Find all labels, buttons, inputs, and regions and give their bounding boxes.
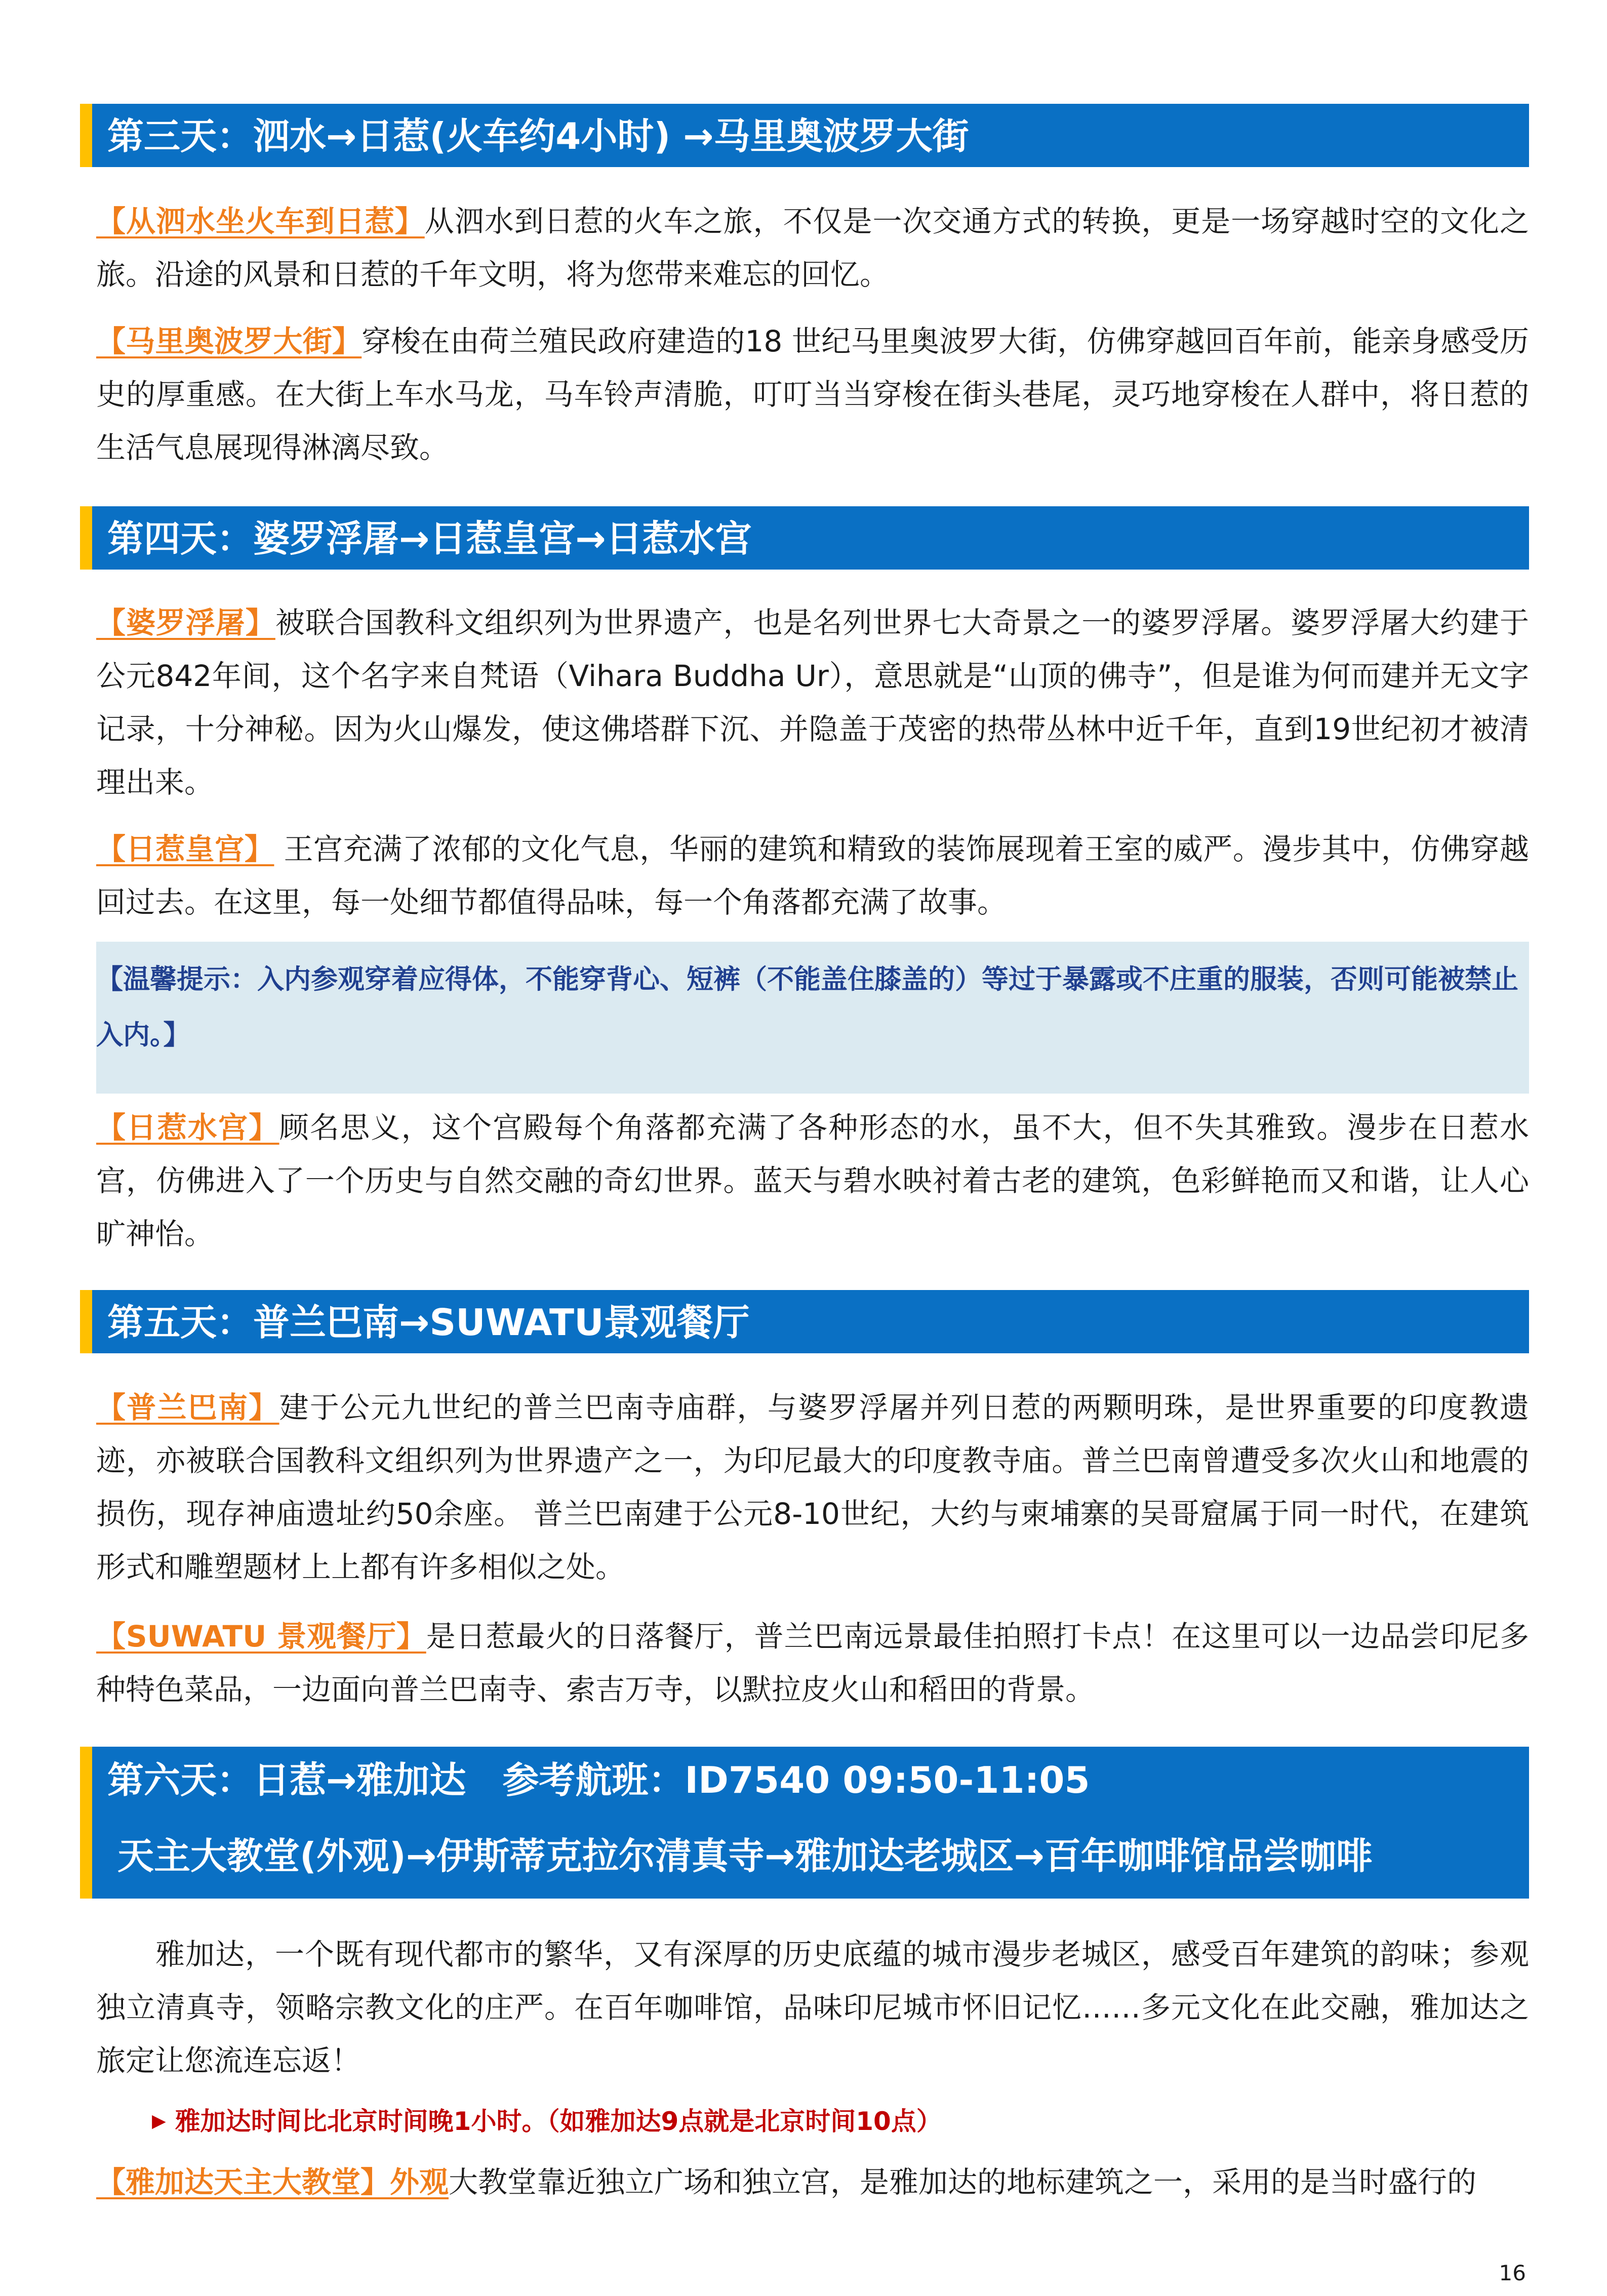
day4-palace-tag: 【日惹皇宫】 xyxy=(96,832,274,866)
day3-street-text: 穿梭在由荷兰殖民政府建造的18 世纪马里奥波罗大街，仿佛穿越回百年前，能亲身感受历史的厚重感。在大街上车水马龙，马车铃声清脆，叮叮当当穿梭在街头巷尾，灵巧地穿梭在人群中，将日惹的生活气息展现得淋漓尽致。 xyxy=(96,324,1529,465)
day4-palace-paragraph xyxy=(96,823,1529,929)
day3-street-tag: 【马里奥波罗大街】 xyxy=(96,324,362,358)
day6-cathedral-tag: 【雅加达天主大教堂】外观 xyxy=(96,2165,449,2199)
day5-prambanan-tag: 【普兰巴南】 xyxy=(96,1390,279,1425)
day4-water-palace-tag: 【日惹水宫】 xyxy=(96,1110,279,1145)
day4-palace-text: 王宫充满了浓郁的文化气息，华丽的建筑和精致的装饰展现着王室的威严。漫步其中，仿佛穿越回过去。在这里，每一处细节都值得品味，每一个角落都充满了故事。 xyxy=(96,832,1529,919)
day5-header xyxy=(80,1290,1529,1353)
day4-dress-notice: 【温馨提示：入内参观穿着应得体，不能穿背心、短裤（不能盖住膝盖的）等过于暴露或不庄重的服装，否则可能被禁止入内。】 xyxy=(96,942,1529,1094)
day6-intro-paragraph xyxy=(96,1928,1529,2087)
day5-suwatu-tag: 【SUWATU 景观餐厅】 xyxy=(96,1619,426,1654)
day4-water-palace-paragraph xyxy=(96,1101,1529,1261)
day3-street-paragraph xyxy=(96,315,1529,474)
day6-title-line2: 天主大教堂(外观)→伊斯蒂克拉尔清真寺→雅加达老城区→百年咖啡馆品尝咖啡 xyxy=(117,1835,1373,1877)
day3-train-text: 从泗水到日惹的火车之旅，不仅是一次交通方式的转换，更是一场穿越时空的文化之旅。沿途的风景和日惹的千年文明，将为您带来难忘的回忆。 xyxy=(96,204,1529,292)
day6-intro-text: 雅加达，一个既有现代都市的繁华，又有深厚的历史底蕴的城市漫步老城区，感受百年建筑的韵味；参观独立清真寺，领略宗教文化的庄严。在百年咖啡馆，品味印尼城市怀旧记忆……多元文化在此交融，雅加达之旅定让您流连忘返！ xyxy=(96,1937,1529,2078)
day6-title-line1: 第六天：日惹→雅加达 参考航班：ID7540 09:50-11:05 xyxy=(107,1759,1090,1801)
day4-header xyxy=(80,506,1529,570)
page-number: 16 xyxy=(1499,2261,1526,2285)
day6-cathedral-paragraph xyxy=(96,2156,1529,2209)
day4-borobudur-text: 被联合国教科文组织列为世界遗产，也是名列世界七大奇景之一的婆罗浮屠。婆罗浮屠大约建于公元842年间，这个名字来自梵语（Vihara Buddha Ur），意思就是“山顶的佛寺”，但是谁为何而建并无文字记录，十分神秘。因为火山爆发，使这佛塔群下沉、并隐盖于茂密的热带丛林中近千年，直到19世纪初才被清理出来。 xyxy=(96,606,1529,799)
day6-cathedral-text: 大教堂靠近独立广场和独立宫，是雅加达的地标建筑之一，采用的是当时盛行的 xyxy=(449,2165,1477,2199)
day6-time-note-text: 雅加达时间比北京时间晚1小时。（如雅加达9点就是北京时间10点） xyxy=(175,2107,942,2136)
day3-title: 第三天：泗水→日惹(火车约4小时) →马里奥波罗大街 xyxy=(107,115,969,157)
day3-train-paragraph xyxy=(96,195,1529,301)
day3-train-tag: 【从泗水坐火车到日惹】 xyxy=(96,204,425,238)
day6-header xyxy=(80,1747,1529,1899)
day5-suwatu-paragraph xyxy=(96,1610,1529,1716)
day5-prambanan-paragraph xyxy=(96,1381,1529,1594)
day4-title: 第四天：婆罗浮屠→日惹皇宫→日惹水宫 xyxy=(107,517,752,560)
day6-time-note xyxy=(152,2104,942,2139)
day3-header xyxy=(80,104,1529,167)
day4-borobudur-tag: 【婆罗浮屠】 xyxy=(96,606,275,640)
day5-prambanan-text: 建于公元九世纪的普兰巴南寺庙群，与婆罗浮屠并列日惹的两颗明珠，是世界重要的印度教遗迹，亦被联合国教科文组织列为世界遗产之一，为印尼最大的印度教寺庙。普兰巴南曾遭受多次火山和地震的损伤，现存神庙遗址约50余座。 普兰巴南建于公元8-10世纪，大约与柬埔寨的吴哥窟属于同一时代，在建筑形式和雕塑题材上上都有许多相似之处。 xyxy=(96,1390,1529,1584)
day5-title: 第五天：普兰巴南→SUWATU景观餐厅 xyxy=(107,1301,750,1344)
day5-suwatu-text: 是日惹最火的日落餐厅，普兰巴南远景最佳拍照打卡点！在这里可以一边品尝印尼多种特色菜品，一边面向普兰巴南寺、索吉万寺，以默拉皮火山和稻田的背景。 xyxy=(96,1619,1529,1707)
day4-water-palace-text: 顾名思义，这个宫殿每个角落都充满了各种形态的水，虽不大，但不失其雅致。漫步在日惹水宫，仿佛进入了一个历史与自然交融的奇幻世界。蓝天与碧水映衬着古老的建筑，色彩鲜艳而又和谐，让人心旷神怡。 xyxy=(96,1110,1529,1251)
triangle-bullet-icon: ▶ xyxy=(152,2111,166,2131)
day4-borobudur-paragraph xyxy=(96,596,1529,809)
